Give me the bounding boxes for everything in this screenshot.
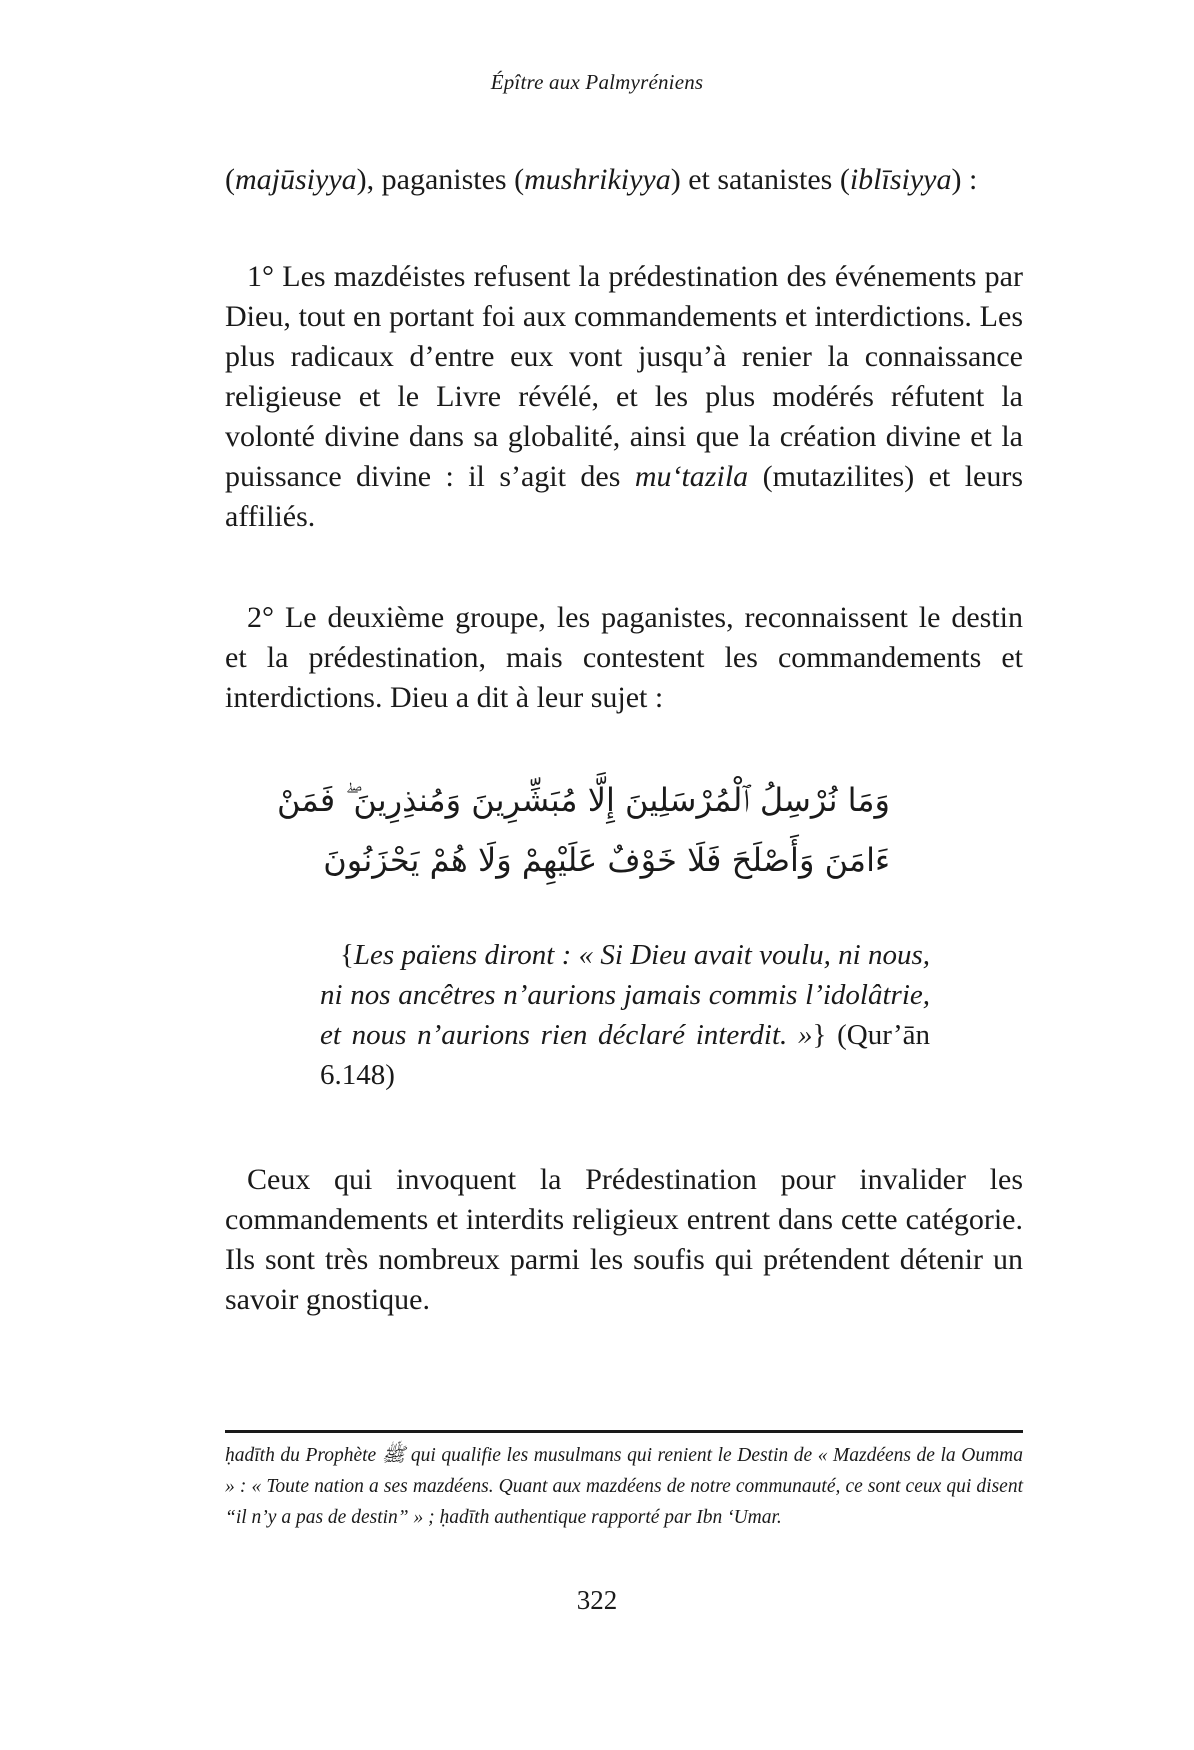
footnote-divider xyxy=(225,1430,1023,1433)
italic-term: iblīsiyya xyxy=(849,163,952,196)
text: ) : xyxy=(951,163,978,196)
paragraph-continuation xyxy=(225,160,1023,200)
italic-term: mushrikiyya xyxy=(524,163,671,196)
arabic-verse-line-1: وَمَا نُرْسِلُ ٱلْمُرْسَلِينَ إِلَّا مُبَشِّرِينَ وَمُنذِرِينَ ۖ فَمَنْ xyxy=(277,781,890,819)
quran-translation xyxy=(320,935,930,1095)
paragraph-conclusion: Ceux qui invoquent la Prédestination pour invalider les commandements et interdits religieux entrent dans cette catégorie. Ils sont très nombreux parmi les soufis qui prétendent détenir un savoir gnostique. xyxy=(225,1163,1023,1316)
footnote: ḥadīth du Prophète ﷺ qui qualifie les musulmans qui renient le Destin de « Mazdéens de la Oumma » : « Toute nation a ses mazdéens. Quant aux mazdéens de notre communauté, ce sont ceux qui disent “il n’y a pas de destin” » ; ḥadīth authentique rapporté par Ibn ‘Umar. xyxy=(225,1445,1023,1528)
text: ) et satanistes ( xyxy=(670,163,850,196)
text: 1° Les mazdéistes refusent la prédestination des événements par Dieu, tout en portant foi aux commandements et interdictions. Les plus radicaux d’entre eux vont jusqu’à renier la connaissance religieuse et le Livre révélé, et les plus modérés réfutent la volonté divine dans sa globalité, ainsi que la création divine et la puissance divine : il s’agit des xyxy=(225,260,1023,493)
quote-text: Les païens diront : « Si Dieu avait voulu, ni nous, ni nos ancêtres n’aurions jamais commis l’idolâtrie, et nous n’aurions rien déclaré interdit. » xyxy=(320,939,930,1051)
arabic-verse-line-2: ءَامَنَ وَأَصْلَحَ فَلَا خَوْفٌ عَلَيْهِمْ وَلَا هُمْ يَحْزَنُونَ xyxy=(323,841,890,879)
text: ), paganistes ( xyxy=(356,163,525,196)
italic-term: majūsiyya xyxy=(235,163,357,196)
text: ( xyxy=(225,163,235,196)
paragraph-mazdeists xyxy=(225,257,1023,537)
brace-open: { xyxy=(340,939,354,971)
page-number: 322 xyxy=(576,1585,618,1615)
paragraph-paganists: 2° Le deuxième groupe, les paganistes, reconnaissent le destin et la prédestination, mais contestent les commandements et interdictions. Dieu a dit à leur sujet : xyxy=(225,601,1023,714)
arabic-verse xyxy=(277,770,890,890)
italic-term: mu‘tazila xyxy=(634,460,749,493)
quran-reference: (Qur’ān 6.148) xyxy=(320,1019,930,1091)
brace-close: } xyxy=(812,1019,827,1051)
running-head: Épître aux Palmyréniens xyxy=(490,70,704,94)
text: (mutazilites) et leurs affiliés. xyxy=(225,460,1024,533)
